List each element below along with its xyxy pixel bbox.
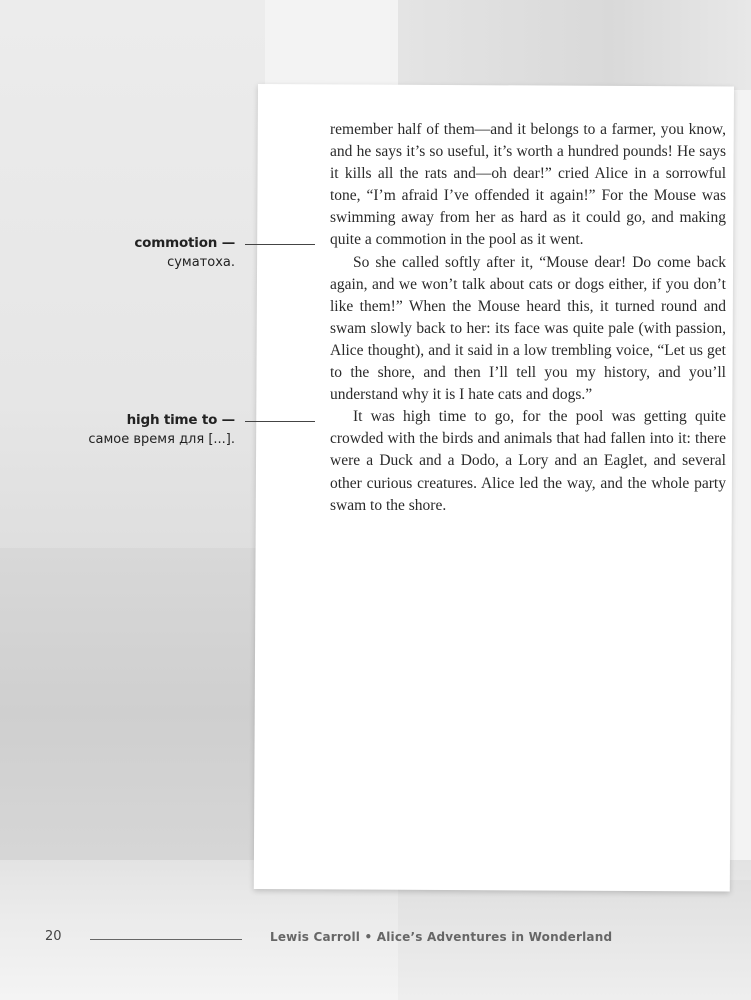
book-text	[330, 119, 726, 517]
running-title: Lewis Carroll • Alice’s Adventures in Wonderland	[270, 930, 613, 944]
gloss-translation: суматоха.	[167, 255, 235, 270]
paragraph: So she called softly after it, “Mouse dear! Do come back again, and we won’t talk about cats or dogs either, if you don’t like them!” When the Mouse heard this, it turned round and swam slowly back to her: its face was quite pale (with passion, Alice thought), and it said in a low trembling voice, “Let us get to the shore, and then I’ll tell you my history, and you’ll understand why it is I hate cats and dogs.”	[330, 253, 726, 404]
gloss-term: commotion —	[134, 235, 235, 251]
scan-background-band	[0, 548, 265, 878]
paragraph: remember half of them—and it belongs to a farmer, you know, and he says it’s so useful, it’s worth a hundred pounds! He says it kills all the rats and—oh dear!” cried Alice in a sorrowful tone, “I’m afraid I’ve offended it again!” For the Mouse was swimming away from her as hard as it could go, and making quite a commotion in the pool as it went.	[330, 121, 726, 249]
gloss-term: high time to —	[126, 412, 235, 428]
gloss-note-high-time	[88, 410, 235, 450]
page-number: 20	[45, 929, 62, 944]
gloss-note-commotion	[134, 233, 235, 273]
page-footer	[0, 928, 751, 948]
paragraph: It was high time to go, for the pool was getting quite crowded with the birds and animals that had fallen into it: there were a Duck and a Dodo, a Lory and an Eaglet, and several other curious creatures. Alice led the way, and the whole party swam to the shore.	[330, 408, 726, 514]
footer-rule	[90, 939, 242, 940]
gloss-leader-line	[245, 244, 315, 245]
scan-background-top	[398, 0, 751, 90]
gloss-leader-line	[245, 421, 315, 422]
gloss-translation: самое время для [...].	[88, 432, 235, 447]
